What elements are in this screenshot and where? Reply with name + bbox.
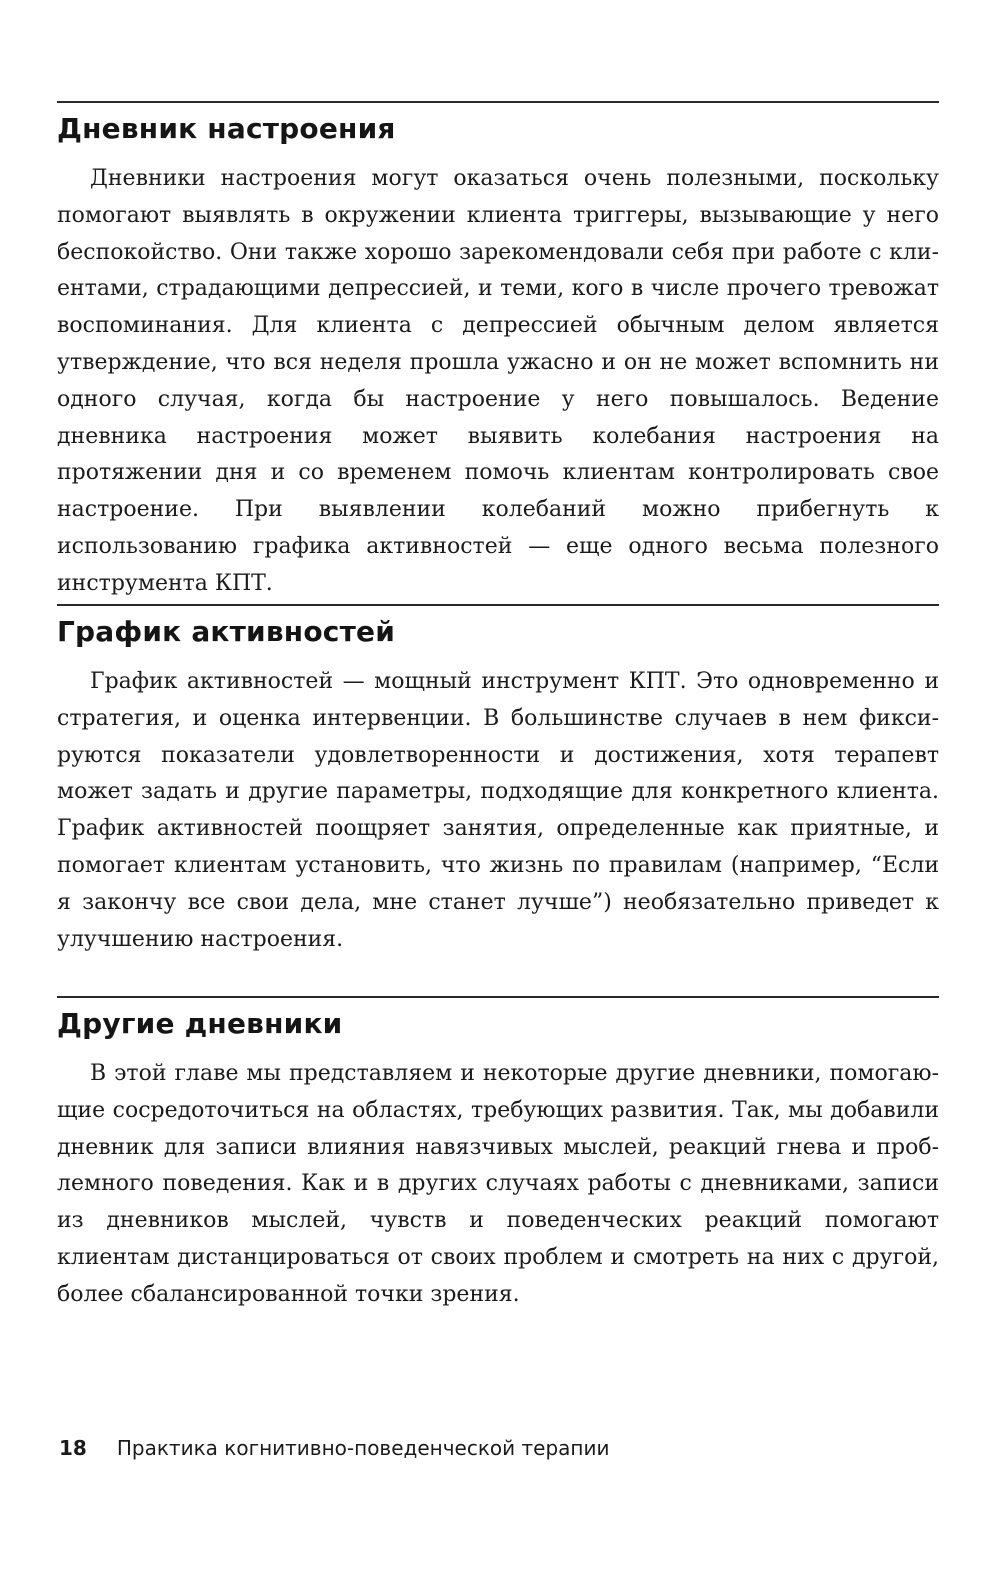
section-heading: Другие дневники xyxy=(57,1007,343,1040)
section-activity-schedule xyxy=(57,604,939,958)
page-footer xyxy=(59,1434,610,1462)
section-heading: Дневник настроения xyxy=(57,112,396,145)
section-mood-diary xyxy=(57,101,939,603)
section-paragraph: График активностей — мощный инструмент КПТ. Это одновременно и стратегия, и оценка интервенции. В большинстве случаев в нем фиксируются показатели удовлетворенности и достижения, хотя терапевт может задать и другие параметры, подходящие для конкретного клиента. График активностей поощряет занятия, определенные как приятные, и помогает клиентам установить, что жизнь по правилам (например, “Если я закончу все свои дела, мне станет лучше”) необязательно приведет к улучшению настроения. xyxy=(57,669,939,952)
section-other-diaries xyxy=(57,996,939,1314)
section-paragraph: Дневники настроения могут оказаться очень полезными, поскольку помогают выявлять в окружении клиента триггеры, вызывающие у него беспокойство. Они также хорошо зарекомендовали себя при работе с клиентами, страдающими депрессией, и теми, кого в числе прочего тревожат воспоминания. Для клиента с депрессией обычным делом является утверждение, что вся неделя прошла ужасно и он не может вспомнить ни одного случая, когда бы настроение у него повышалось. Ведение дневника настроения может выявить колебания настроения на протяжении дня и со временем помочь клиентам контролировать свое настроение. При выявлении колебаний можно прибегнуть к использованию графика активностей — еще одного весьма полезного инструмента КПТ. xyxy=(57,166,939,596)
section-heading: График активностей xyxy=(57,615,396,648)
page-number: 18 xyxy=(59,1436,87,1460)
section-divider xyxy=(57,101,939,103)
running-title: Практика когнитивно-поведенческой терапии xyxy=(116,1436,610,1460)
section-divider xyxy=(57,996,939,998)
section-paragraph: В этой главе мы представляем и некоторые другие дневники, помогающие сосредоточиться на областях, требующих развития. Так, мы добавили дневник для записи влияния навязчивых мыслей, реакций гнева и проблемного поведения. Как и в других случаях работы с дневниками, записи из дневников мыслей, чувств и поведенческих реакций помогают клиентам дистанцироваться от своих проблем и смотреть на них с другой, более сбалансированной точки зрения. xyxy=(57,1061,939,1307)
section-divider xyxy=(57,604,939,606)
